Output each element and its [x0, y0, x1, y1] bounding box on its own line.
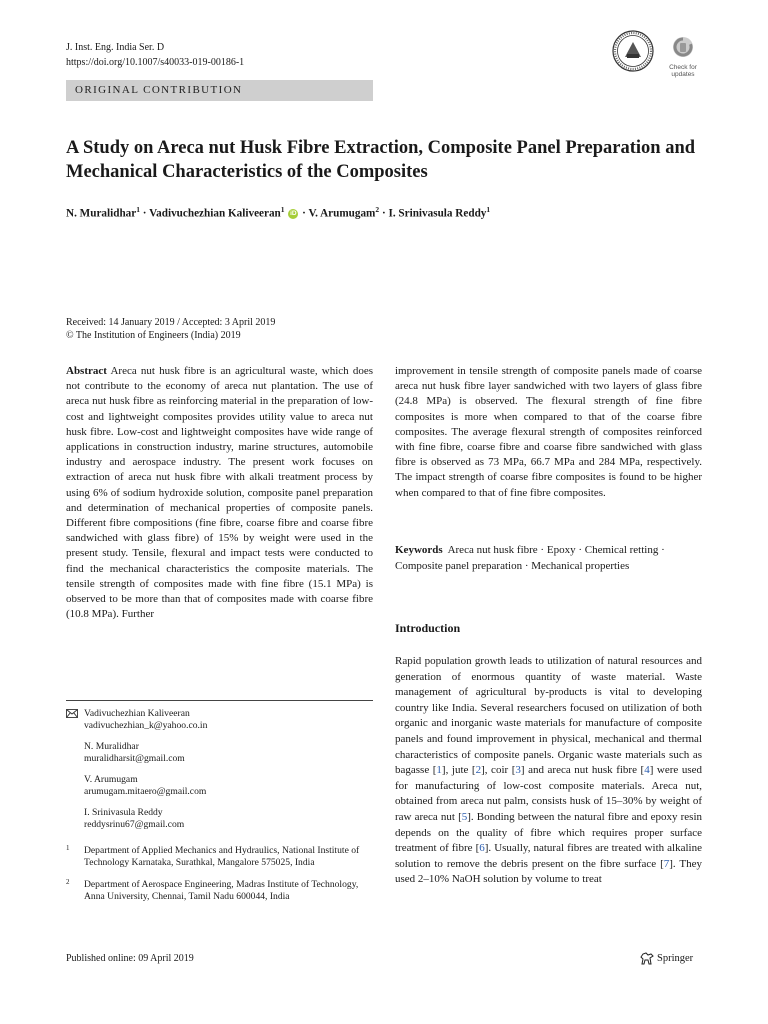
author-name: I. Srinivasula Reddy [388, 207, 487, 220]
publisher-logo [640, 952, 693, 965]
abstract-left [66, 364, 373, 622]
citation-link[interactable]: 7 [663, 857, 670, 870]
publisher-name: Springer [657, 953, 694, 964]
keywords-text: Areca nut husk fibre · Epoxy · Chemical retting · Composite panel preparation · Mechanical properties [395, 544, 665, 572]
received-accepted: Received: 14 January 2019 / Accepted: 3 April 2019 [66, 317, 276, 328]
envelope-icon [66, 709, 78, 718]
affiliation-number: 1 [66, 844, 70, 853]
published-online: Published online: 09 April 2019 [66, 953, 194, 964]
author-affil-mark: 1 [280, 205, 285, 214]
contact-block [66, 708, 373, 912]
author-contact [66, 807, 373, 831]
contact-email[interactable]: reddysrinu67@gmail.com [84, 818, 185, 830]
author-separator: · [379, 207, 389, 220]
contact-name: Vadivuchezhian Kaliveeran [84, 708, 190, 719]
citation-link[interactable]: 6 [479, 842, 485, 855]
citation-link[interactable]: 3 [515, 764, 521, 777]
contact-email[interactable]: arumugam.mitaero@gmail.com [84, 786, 207, 798]
copyright-line: © The Institution of Engineers (India) 2019 [66, 330, 241, 341]
author-contact [66, 774, 373, 798]
article-dates [66, 316, 275, 342]
affiliation-text: Department of Aerospace Engineering, Madras Institute of Technology, Anna University, Chennai, Tamil Nadu 600044, India [84, 878, 359, 902]
journal-name: J. Inst. Eng. India Ser. D [66, 42, 165, 53]
doi-link[interactable]: https://doi.org/10.1007/s40033-019-00186-1 [66, 57, 245, 68]
author-affil-mark: 1 [486, 205, 491, 214]
author-separator: · [139, 207, 150, 220]
author-name: Vadivuchezhian Kaliveeran [149, 207, 281, 220]
author-name: N. Muralidhar [66, 207, 137, 220]
institution-emblem-icon [612, 30, 654, 72]
author-affil-mark: 1 [136, 205, 140, 214]
keywords [395, 542, 702, 574]
affiliation [66, 845, 373, 869]
citation-link[interactable]: 2 [475, 764, 482, 777]
corresponding-author [66, 708, 373, 732]
footnote-divider [66, 700, 373, 701]
introduction-text: Rapid population growth leads to utilization of natural resources and generation of enormous quantity of waste material. Waste management of agricultural by-products is vital to developing country like India. Several researchers focused on utilization of both organic and inorganic waste materials for manufacture of composite panels and found improvement in physical, mechanical and thermal characteristics of composite panels. Organic waste materials such as bagasse [1], jute [2], coir [3] and areca nut husk fibre [4] were used for manufacturing of low-cost composite materials. Areca nut, obtained from areca nut palm, consists husk of 15–30% by weight of raw areca nut [5]. Bonding between the natural fibre and epoxy resin depends on the quality of fibre which requires proper surface treatment of fibre [6]. Usually, natural fibres are treated with alkaline solution to remove the debris present on the fibre surface [7]. They used 2–10% NaOH solution by volume to treat [395, 655, 703, 886]
citation-link[interactable]: 4 [644, 764, 650, 777]
contact-name: N. Muralidhar [84, 740, 139, 752]
affiliation-text: Department of Applied Mechanics and Hydraulics, National Institute of Technology Karnataka, Surathkal, Mangalore 575025, India [84, 845, 360, 869]
affiliation-number: 2 [66, 877, 70, 886]
author-name: V. Arumugam [308, 207, 376, 220]
introduction-heading: Introduction [395, 621, 461, 635]
check-updates-label: Check for updates [669, 64, 697, 78]
author-contact [66, 741, 373, 765]
affiliation [66, 879, 373, 903]
orcid-icon[interactable]: iD [290, 210, 297, 218]
author-affil-mark: 2 [375, 205, 380, 214]
keywords-label: Keywords [395, 544, 443, 556]
journal-header [66, 40, 244, 70]
contact-email[interactable]: muralidharsit@gmail.com [84, 753, 185, 765]
abstract-text: Areca nut husk fibre is an agricultural waste, which does not contribute to the economy of areca nut plantation. The use of areca nut husk fibre as reinforcing material in the preparation of low-cost and lightweight composites provides utility value to areca nut husk fibre. Low-cost and lightweight composites have wide range of applications in construction industry, marine structures, automobile industry and aerospace industry. The present work focuses on extraction of areca nut husk fibre with alkali treatment process by using 6% of sodium hydroxide solution, composite panel preparation and determination of mechanical properties of composite panels. Different fibre compositions (fine fibre, coarse fibre and coarse fibre sandwiched with glass fibre) of 15% by weight were used in the present study. Tensile, flexural and impact tests were conducted to find the mechanical characteristics the composite materials. The tensile strength of composites made with fine fibre (15.1 MPa) is observed to be more than that of composites made with coarse fibre (10.8 MPa). Further [66, 365, 373, 621]
abstract-right: improvement in tensile strength of composite panels made of coarse areca nut husk fibre layer sandwiched with two layers of glass fibre (24.8 MPa) is observed. The flexural strength of fine fibre composites is more when compared to that of the coarse fibre composites. The average flexural strength of composites reinforced with fine fibre, coarse fibre and coarse fibre sandwiched with glass fibre is observed as 73 MPa, 66.7 MPa and 284 MPa, respectively. The impact strength of coarse fibre composites is found to be higher when compared to that of fine fibre composites. [395, 365, 702, 499]
contact-name: V. Arumugam [84, 773, 138, 785]
contact-name: I. Srinivasula Reddy [84, 806, 163, 818]
springer-horse-icon [640, 952, 654, 965]
contact-email[interactable]: vadivuchezhian_k@yahoo.co.in [84, 720, 208, 732]
abstract-label: Abstract [66, 365, 107, 377]
check-updates-icon [665, 36, 701, 58]
article-type-bar: ORIGINAL CONTRIBUTION [66, 80, 373, 101]
author-separator: · [299, 207, 309, 220]
citation-link[interactable]: 1 [436, 764, 442, 777]
citation-link[interactable]: 5 [461, 810, 468, 823]
author-list [66, 205, 706, 220]
article-title: A Study on Areca nut Husk Fibre Extraction, Composite Panel Preparation and Mechanical Characteristics of the Composites [66, 138, 696, 182]
check-for-updates-badge[interactable] [665, 36, 701, 76]
